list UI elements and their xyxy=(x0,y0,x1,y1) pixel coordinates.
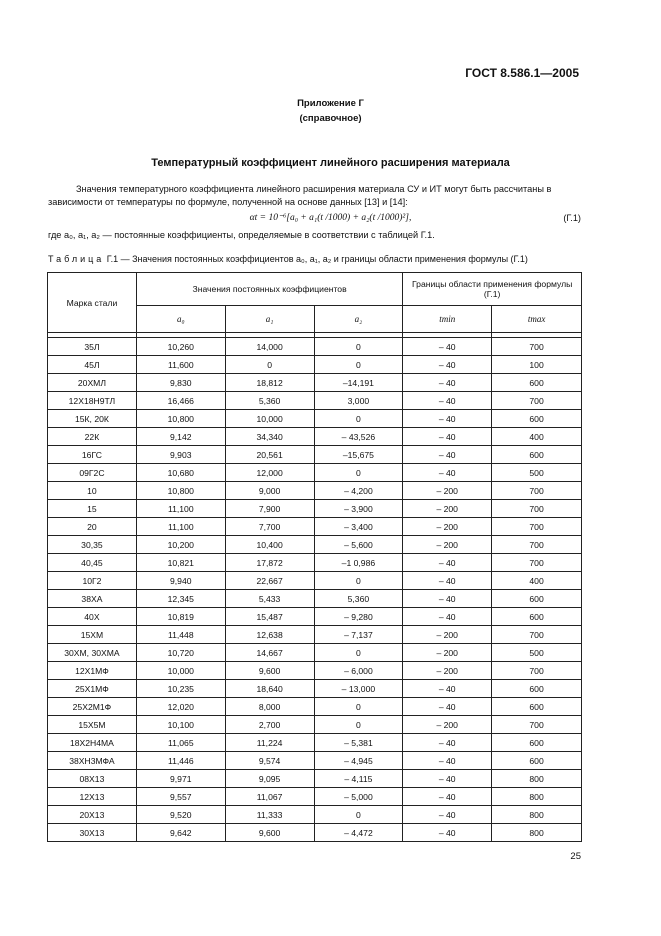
a1-cell: 34,340 xyxy=(225,428,314,446)
table-row xyxy=(48,554,582,572)
tmin-cell: – 200 xyxy=(403,716,492,734)
grade-cell: 09Г2С xyxy=(48,464,137,482)
grade-cell: 22К xyxy=(48,428,137,446)
a0-cell: 11,065 xyxy=(136,734,225,752)
a0-cell: 12,345 xyxy=(136,590,225,608)
a1-cell: 22,667 xyxy=(225,572,314,590)
a1-cell: 10,400 xyxy=(225,536,314,554)
a2-cell: – 5,000 xyxy=(314,788,403,806)
tmax-cell: 700 xyxy=(492,716,582,734)
a2-cell: 0 xyxy=(314,698,403,716)
tmax-cell: 700 xyxy=(492,518,582,536)
header-limits: Границы области применения формулы (Г.1) xyxy=(403,273,582,306)
a1-cell: 14,000 xyxy=(225,338,314,356)
table-row xyxy=(48,536,582,554)
grade-cell: 45Л xyxy=(48,356,137,374)
grade-cell: 15Х5М xyxy=(48,716,137,734)
a1-cell: 12,638 xyxy=(225,626,314,644)
a2-cell: – 4,115 xyxy=(314,770,403,788)
coefficients-table xyxy=(47,272,582,842)
a2-cell: 0 xyxy=(314,572,403,590)
a1-cell: 5,433 xyxy=(225,590,314,608)
tmax-cell: 700 xyxy=(492,662,582,680)
grade-cell: 16ГС xyxy=(48,446,137,464)
where-paragraph: где a₀, a₁, a₂ — постоянные коэффициенты, определяемые в соответствии с таблицей Г.1. xyxy=(48,230,435,240)
a1-cell: 18,812 xyxy=(225,374,314,392)
tmin-cell: – 200 xyxy=(403,500,492,518)
a0-cell: 9,903 xyxy=(136,446,225,464)
a1-cell: 11,067 xyxy=(225,788,314,806)
a2-cell: – 3,900 xyxy=(314,500,403,518)
table-caption xyxy=(48,254,588,264)
a0-cell: 10,819 xyxy=(136,608,225,626)
grade-cell: 40,45 xyxy=(48,554,137,572)
table-row xyxy=(48,572,582,590)
table-row xyxy=(48,626,582,644)
a1-cell: 18,640 xyxy=(225,680,314,698)
grade-cell: 38ХН3МФА xyxy=(48,752,137,770)
tmax-cell: 400 xyxy=(492,572,582,590)
grade-cell: 15ХМ xyxy=(48,626,137,644)
a1-cell: 9,095 xyxy=(225,770,314,788)
tmax-cell: 700 xyxy=(492,482,582,500)
formula: αt = 10⁻⁶[a₀ + a₁(t /1000) + a₂(t /1000)²], xyxy=(249,213,412,223)
grade-cell: 25Х1МФ xyxy=(48,680,137,698)
a0-cell: 12,020 xyxy=(136,698,225,716)
tmax-cell: 800 xyxy=(492,770,582,788)
a0-cell: 10,680 xyxy=(136,464,225,482)
grade-cell: 10 xyxy=(48,482,137,500)
a0-cell: 10,821 xyxy=(136,554,225,572)
a1-cell: 12,000 xyxy=(225,464,314,482)
a1-cell: 11,333 xyxy=(225,806,314,824)
a0-cell: 9,940 xyxy=(136,572,225,590)
tmin-cell: – 200 xyxy=(403,536,492,554)
a0-cell: 9,142 xyxy=(136,428,225,446)
a1-cell: 9,000 xyxy=(225,482,314,500)
table-row xyxy=(48,446,582,464)
tmin-cell: – 200 xyxy=(403,644,492,662)
a2-cell: 0 xyxy=(314,716,403,734)
table-row xyxy=(48,608,582,626)
table-row xyxy=(48,788,582,806)
a1-cell: 11,224 xyxy=(225,734,314,752)
tmax-cell: 600 xyxy=(492,734,582,752)
a1-cell: 0 xyxy=(225,356,314,374)
a2-cell: – 3,400 xyxy=(314,518,403,536)
a1-cell: 8,000 xyxy=(225,698,314,716)
tmax-cell: 800 xyxy=(492,806,582,824)
table-row xyxy=(48,824,582,842)
tmin-cell: – 40 xyxy=(403,554,492,572)
grade-cell: 25Х2М1Ф xyxy=(48,698,137,716)
table-row xyxy=(48,680,582,698)
table-row xyxy=(48,752,582,770)
tmax-cell: 500 xyxy=(492,464,582,482)
section-title: Температурный коэффициент линейного расширения материала xyxy=(151,157,510,169)
a0-cell: 10,200 xyxy=(136,536,225,554)
a2-cell: – 4,945 xyxy=(314,752,403,770)
table-row xyxy=(48,464,582,482)
formula-number: (Г.1) xyxy=(563,213,581,223)
grade-cell: 30,35 xyxy=(48,536,137,554)
tmin-cell: – 40 xyxy=(403,806,492,824)
table-row xyxy=(48,356,582,374)
tmin-cell: – 40 xyxy=(403,374,492,392)
a0-cell: 10,260 xyxy=(136,338,225,356)
a0-cell: 10,100 xyxy=(136,716,225,734)
a1-cell: 14,667 xyxy=(225,644,314,662)
tmin-cell: – 40 xyxy=(403,410,492,428)
a2-cell: – 13,000 xyxy=(314,680,403,698)
a0-cell: 10,800 xyxy=(136,482,225,500)
table-row xyxy=(48,374,582,392)
table-caption-word: Таблица xyxy=(48,254,105,264)
grade-cell: 12Х1МФ xyxy=(48,662,137,680)
a2-cell: – 5,600 xyxy=(314,536,403,554)
tmin-cell: – 200 xyxy=(403,626,492,644)
a2-cell: 0 xyxy=(314,806,403,824)
table-row xyxy=(48,716,582,734)
tmin-cell: – 40 xyxy=(403,572,492,590)
table-caption-text: Г.1 — Значения постоянных коэффициентов a₀, a₁, a₂ и границы области применения формулы (Г.1) xyxy=(104,254,528,264)
table-row xyxy=(48,482,582,500)
a2-cell: 3,000 xyxy=(314,392,403,410)
grade-cell: 20 xyxy=(48,518,137,536)
grade-cell: 18Х2Н4МА xyxy=(48,734,137,752)
a2-cell: –15,675 xyxy=(314,446,403,464)
grade-cell: 40Х xyxy=(48,608,137,626)
a2-cell: 0 xyxy=(314,338,403,356)
a2-cell: – 9,280 xyxy=(314,608,403,626)
a2-cell: – 43,526 xyxy=(314,428,403,446)
a0-cell: 10,720 xyxy=(136,644,225,662)
appendix-title: Приложение Г xyxy=(297,98,364,109)
tmax-cell: 600 xyxy=(492,680,582,698)
page-number: 25 xyxy=(570,851,581,862)
table-row xyxy=(48,770,582,788)
grade-cell: 20ХМЛ xyxy=(48,374,137,392)
tmax-cell: 700 xyxy=(492,392,582,410)
header-coefficients: Значения постоянных коэффициентов xyxy=(136,273,402,306)
a0-cell: 9,642 xyxy=(136,824,225,842)
table-row xyxy=(48,410,582,428)
a1-cell: 9,600 xyxy=(225,662,314,680)
grade-cell: 30Х13 xyxy=(48,824,137,842)
a1-cell: 15,487 xyxy=(225,608,314,626)
table-row xyxy=(48,590,582,608)
tmin-cell: – 40 xyxy=(403,464,492,482)
a1-cell: 20,561 xyxy=(225,446,314,464)
tmin-cell: – 200 xyxy=(403,662,492,680)
a2-cell: 0 xyxy=(314,410,403,428)
grade-cell: 30ХМ, 30ХМА xyxy=(48,644,137,662)
tmax-cell: 700 xyxy=(492,338,582,356)
a1-cell: 10,000 xyxy=(225,410,314,428)
a0-cell: 10,000 xyxy=(136,662,225,680)
a0-cell: 16,466 xyxy=(136,392,225,410)
a2-cell: – 4,200 xyxy=(314,482,403,500)
a2-cell: –14,191 xyxy=(314,374,403,392)
a2-cell: – 6,000 xyxy=(314,662,403,680)
table-row xyxy=(48,734,582,752)
tmax-cell: 700 xyxy=(492,626,582,644)
a0-cell: 9,971 xyxy=(136,770,225,788)
tmax-cell: 600 xyxy=(492,752,582,770)
a2-cell: – 5,381 xyxy=(314,734,403,752)
a0-cell: 9,557 xyxy=(136,788,225,806)
tmax-cell: 600 xyxy=(492,608,582,626)
table-row xyxy=(48,428,582,446)
a1-cell: 5,360 xyxy=(225,392,314,410)
tmin-cell: – 40 xyxy=(403,428,492,446)
a0-cell: 11,600 xyxy=(136,356,225,374)
intro-paragraph: Значения температурного коэффициента линейного расширения материала СУ и ИТ могут быть рассчитаны в зависимости от температуры по формуле, полученной на основе данных [13] и [14]: xyxy=(48,184,552,207)
tmax-cell: 600 xyxy=(492,698,582,716)
table-row xyxy=(48,644,582,662)
grade-cell: 15К, 20К xyxy=(48,410,137,428)
header-grade: Марка стали xyxy=(48,273,137,333)
tmin-cell: – 40 xyxy=(403,788,492,806)
tmax-cell: 500 xyxy=(492,644,582,662)
grade-cell: 12Х18Н9ТЛ xyxy=(48,392,137,410)
tmin-cell: – 40 xyxy=(403,770,492,788)
tmin-cell: – 40 xyxy=(403,752,492,770)
a0-cell: 10,800 xyxy=(136,410,225,428)
tmax-cell: 800 xyxy=(492,824,582,842)
tmax-cell: 600 xyxy=(492,374,582,392)
header-a2: a₂ xyxy=(314,306,403,333)
table-row xyxy=(48,806,582,824)
a2-cell: 0 xyxy=(314,464,403,482)
a2-cell: – 7,137 xyxy=(314,626,403,644)
tmin-cell: – 40 xyxy=(403,392,492,410)
a0-cell: 11,100 xyxy=(136,500,225,518)
tmax-cell: 800 xyxy=(492,788,582,806)
tmax-cell: 600 xyxy=(492,590,582,608)
grade-cell: 35Л xyxy=(48,338,137,356)
table-body xyxy=(48,333,582,842)
a1-cell: 9,600 xyxy=(225,824,314,842)
table-row xyxy=(48,518,582,536)
tmin-cell: – 40 xyxy=(403,734,492,752)
a2-cell: –1 0,986 xyxy=(314,554,403,572)
a1-cell: 7,900 xyxy=(225,500,314,518)
a2-cell: 0 xyxy=(314,644,403,662)
a0-cell: 11,448 xyxy=(136,626,225,644)
table-row xyxy=(48,338,582,356)
a0-cell: 10,235 xyxy=(136,680,225,698)
a0-cell: 9,830 xyxy=(136,374,225,392)
header-a0: a₀ xyxy=(136,306,225,333)
tmin-cell: – 40 xyxy=(403,356,492,374)
tmax-cell: 600 xyxy=(492,446,582,464)
tmin-cell: – 40 xyxy=(403,680,492,698)
a0-cell: 11,446 xyxy=(136,752,225,770)
a1-cell: 17,872 xyxy=(225,554,314,572)
a2-cell: 0 xyxy=(314,356,403,374)
grade-cell: 08Х13 xyxy=(48,770,137,788)
tmin-cell: – 40 xyxy=(403,446,492,464)
tmax-cell: 400 xyxy=(492,428,582,446)
tmax-cell: 700 xyxy=(492,536,582,554)
tmin-cell: – 40 xyxy=(403,698,492,716)
tmin-cell: – 200 xyxy=(403,518,492,536)
grade-cell: 15 xyxy=(48,500,137,518)
tmin-cell: – 40 xyxy=(403,608,492,626)
a0-cell: 11,100 xyxy=(136,518,225,536)
tmax-cell: 600 xyxy=(492,410,582,428)
grade-cell: 38ХА xyxy=(48,590,137,608)
header-tmax: tmax xyxy=(492,306,582,333)
a2-cell: – 4,472 xyxy=(314,824,403,842)
appendix-note: (справочное) xyxy=(299,113,362,124)
table-row xyxy=(48,662,582,680)
a1-cell: 9,574 xyxy=(225,752,314,770)
tmax-cell: 100 xyxy=(492,356,582,374)
tmax-cell: 700 xyxy=(492,554,582,572)
tmin-cell: – 200 xyxy=(403,482,492,500)
table-row xyxy=(48,392,582,410)
appendix-heading xyxy=(0,96,661,126)
a0-cell: 9,520 xyxy=(136,806,225,824)
grade-cell: 20Х13 xyxy=(48,806,137,824)
a1-cell: 2,700 xyxy=(225,716,314,734)
table-row xyxy=(48,500,582,518)
a2-cell: 5,360 xyxy=(314,590,403,608)
header-tmin: tmin xyxy=(403,306,492,333)
standard-number: ГОСТ 8.586.1—2005 xyxy=(465,66,579,80)
tmin-cell: – 40 xyxy=(403,824,492,842)
tmax-cell: 700 xyxy=(492,500,582,518)
table-row xyxy=(48,698,582,716)
tmin-cell: – 40 xyxy=(403,590,492,608)
grade-cell: 12Х13 xyxy=(48,788,137,806)
a1-cell: 7,700 xyxy=(225,518,314,536)
tmin-cell: – 40 xyxy=(403,338,492,356)
header-a1: a₁ xyxy=(225,306,314,333)
grade-cell: 10Г2 xyxy=(48,572,137,590)
